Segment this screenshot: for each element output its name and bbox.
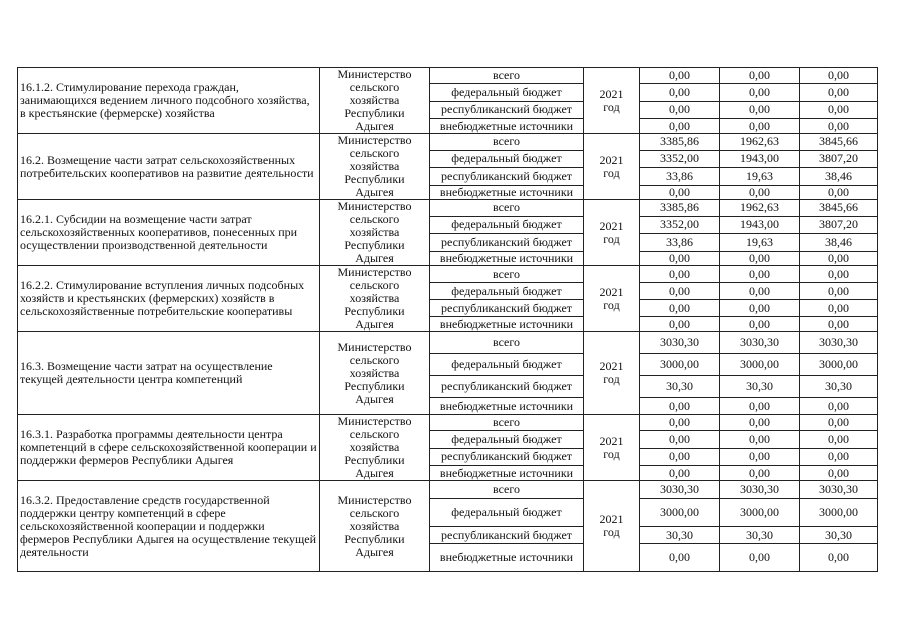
table-row: [18, 481, 878, 499]
amount-cell: 0,00: [800, 430, 878, 448]
amount-cell: 19,63: [720, 234, 800, 252]
funding-source-label: всего: [430, 134, 584, 151]
amount-cell: 3385,86: [640, 134, 720, 151]
amount-cell: 0,00: [720, 415, 800, 431]
funding-source-label: всего: [430, 68, 584, 84]
amount-cell: 0,00: [720, 185, 800, 199]
amount-cell: 0,00: [640, 185, 720, 199]
amount-cell: 0,00: [640, 119, 720, 134]
amount-cell: 0,00: [800, 398, 878, 415]
amount-cell: 0,00: [640, 101, 720, 119]
funding-source-label: республиканский бюджет: [430, 448, 584, 466]
amount-cell: 3000,00: [720, 499, 800, 527]
amount-cell: 0,00: [640, 415, 720, 431]
funding-source-label: внебюджетные источники: [430, 466, 584, 481]
funding-source-label: федеральный бюджет: [430, 430, 584, 448]
amount-cell: 0,00: [720, 317, 800, 332]
amount-cell: 1962,63: [720, 200, 800, 217]
amount-cell: 0,00: [800, 415, 878, 431]
measure-name: 16.2.2. Стимулирование вступления личных подсобных хозяйств и крестьянских (фермерских) хозяйств в сельскохозяйственные потребительские кооперативы: [18, 266, 320, 332]
amount-cell: 38,46: [800, 168, 878, 186]
amount-cell: 0,00: [720, 544, 800, 572]
table-row: [18, 68, 878, 84]
amount-cell: 3807,20: [800, 150, 878, 168]
amount-cell: 0,00: [800, 68, 878, 84]
amount-cell: 0,00: [800, 466, 878, 481]
amount-cell: 0,00: [800, 448, 878, 466]
amount-cell: 3845,66: [800, 200, 878, 217]
year-cell: 2021 год: [584, 266, 640, 332]
amount-cell: 3807,20: [800, 216, 878, 234]
amount-cell: 0,00: [640, 430, 720, 448]
funding-source-label: всего: [430, 481, 584, 499]
amount-cell: 0,00: [800, 544, 878, 572]
amount-cell: 0,00: [720, 430, 800, 448]
executor-name: Министерство сельского хозяйства Республики Адыгея: [320, 415, 430, 481]
amount-cell: 3845,66: [800, 134, 878, 151]
amount-cell: 0,00: [720, 266, 800, 283]
funding-source-label: внебюджетные источники: [430, 251, 584, 265]
amount-cell: 0,00: [720, 83, 800, 101]
year-cell: 2021 год: [584, 200, 640, 266]
amount-cell: 30,30: [800, 376, 878, 398]
amount-cell: 0,00: [640, 68, 720, 84]
amount-cell: 0,00: [800, 266, 878, 283]
measure-name: 16.1.2. Стимулирование перехода граждан, занимающихся ведением личного подсобного хозяйства, в крестьянские (фермерске) хозяйства: [18, 68, 320, 134]
amount-cell: 0,00: [640, 283, 720, 300]
amount-cell: 30,30: [800, 527, 878, 544]
funding-source-label: федеральный бюджет: [430, 150, 584, 168]
amount-cell: 3352,00: [640, 150, 720, 168]
amount-cell: 1943,00: [720, 216, 800, 234]
amount-cell: 0,00: [640, 466, 720, 481]
executor-name: Министерство сельского хозяйства Республики Адыгея: [320, 68, 430, 134]
funding-source-label: внебюджетные источники: [430, 185, 584, 199]
amount-cell: 3030,30: [640, 481, 720, 499]
year-cell: 2021 год: [584, 134, 640, 200]
funding-source-label: республиканский бюджет: [430, 376, 584, 398]
amount-cell: 0,00: [640, 83, 720, 101]
funding-source-label: федеральный бюджет: [430, 83, 584, 101]
amount-cell: 0,00: [800, 283, 878, 300]
table-row: [18, 415, 878, 431]
amount-cell: 1943,00: [720, 150, 800, 168]
funding-source-label: республиканский бюджет: [430, 101, 584, 119]
budget-table: [17, 67, 878, 572]
amount-cell: 0,00: [640, 544, 720, 572]
table-body: [18, 68, 878, 572]
amount-cell: 3000,00: [720, 354, 800, 376]
amount-cell: 0,00: [800, 185, 878, 199]
executor-name: Министерство сельского хозяйства Республики Адыгея: [320, 266, 430, 332]
funding-source-label: федеральный бюджет: [430, 499, 584, 527]
amount-cell: 0,00: [800, 251, 878, 265]
table-row: [18, 266, 878, 283]
funding-source-label: федеральный бюджет: [430, 283, 584, 300]
amount-cell: 3030,30: [720, 332, 800, 354]
amount-cell: 0,00: [800, 317, 878, 332]
funding-source-label: всего: [430, 200, 584, 217]
funding-source-label: всего: [430, 415, 584, 431]
amount-cell: 0,00: [720, 119, 800, 134]
amount-cell: 0,00: [640, 266, 720, 283]
amount-cell: 33,86: [640, 168, 720, 186]
year-cell: 2021 год: [584, 415, 640, 481]
measure-name: 16.2.1. Субсидии на возмещение части затрат сельскохозяйственных кооперативов, понесенных при осуществлении производственной деятельности: [18, 200, 320, 266]
amount-cell: 30,30: [720, 376, 800, 398]
amount-cell: 3352,00: [640, 216, 720, 234]
table-row: [18, 332, 878, 354]
amount-cell: 0,00: [640, 300, 720, 317]
amount-cell: 3030,30: [800, 481, 878, 499]
funding-source-label: федеральный бюджет: [430, 354, 584, 376]
funding-source-label: внебюджетные источники: [430, 544, 584, 572]
year-cell: 2021 год: [584, 332, 640, 415]
amount-cell: 0,00: [640, 317, 720, 332]
funding-source-label: всего: [430, 332, 584, 354]
amount-cell: 3030,30: [640, 332, 720, 354]
funding-source-label: республиканский бюджет: [430, 168, 584, 186]
amount-cell: 0,00: [720, 466, 800, 481]
amount-cell: 0,00: [800, 300, 878, 317]
funding-source-label: всего: [430, 266, 584, 283]
amount-cell: 3030,30: [800, 332, 878, 354]
amount-cell: 0,00: [720, 251, 800, 265]
amount-cell: 0,00: [640, 251, 720, 265]
amount-cell: 3000,00: [800, 354, 878, 376]
amount-cell: 3385,86: [640, 200, 720, 217]
amount-cell: 19,63: [720, 168, 800, 186]
executor-name: Министерство сельского хозяйства Республики Адыгея: [320, 134, 430, 200]
amount-cell: 3000,00: [800, 499, 878, 527]
funding-source-label: республиканский бюджет: [430, 234, 584, 252]
amount-cell: 3000,00: [640, 354, 720, 376]
measure-name: 16.3.2. Предоставление средств государственной поддержки центру компетенций в сфере сельскохозяйственной кооперации и поддержки фермеров Республики Адыгея на осуществление текущей деятельности: [18, 481, 320, 572]
funding-source-label: внебюджетные источники: [430, 317, 584, 332]
amount-cell: 30,30: [720, 527, 800, 544]
amount-cell: 33,86: [640, 234, 720, 252]
amount-cell: 0,00: [720, 448, 800, 466]
executor-name: Министерство сельского хозяйства Республики Адыгея: [320, 481, 430, 572]
amount-cell: 0,00: [720, 398, 800, 415]
amount-cell: 0,00: [800, 101, 878, 119]
year-cell: 2021 год: [584, 68, 640, 134]
measure-name: 16.2. Возмещение части затрат сельскохозяйственных потребительских кооперативов на развитие деятельности: [18, 134, 320, 200]
funding-source-label: внебюджетные источники: [430, 119, 584, 134]
amount-cell: 0,00: [640, 448, 720, 466]
executor-name: Министерство сельского хозяйства Республики Адыгея: [320, 332, 430, 415]
amount-cell: 0,00: [720, 300, 800, 317]
funding-source-label: республиканский бюджет: [430, 527, 584, 544]
amount-cell: 30,30: [640, 527, 720, 544]
funding-source-label: республиканский бюджет: [430, 300, 584, 317]
amount-cell: 3000,00: [640, 499, 720, 527]
amount-cell: 0,00: [720, 68, 800, 84]
amount-cell: 30,30: [640, 376, 720, 398]
amount-cell: 1962,63: [720, 134, 800, 151]
amount-cell: 0,00: [720, 283, 800, 300]
amount-cell: 3030,30: [720, 481, 800, 499]
funding-source-label: федеральный бюджет: [430, 216, 584, 234]
amount-cell: 38,46: [800, 234, 878, 252]
measure-name: 16.3.1. Разработка программы деятельности центра компетенций в сфере сельскохозяйственной кооперации и поддержки фермеров Республики Адыгея: [18, 415, 320, 481]
amount-cell: 0,00: [720, 101, 800, 119]
funding-source-label: внебюджетные источники: [430, 398, 584, 415]
amount-cell: 0,00: [800, 83, 878, 101]
table-row: [18, 134, 878, 151]
table-row: [18, 200, 878, 217]
amount-cell: 0,00: [800, 119, 878, 134]
measure-name: 16.3. Возмещение части затрат на осуществление текущей деятельности центра компетенций: [18, 332, 320, 415]
executor-name: Министерство сельского хозяйства Республики Адыгея: [320, 200, 430, 266]
amount-cell: 0,00: [640, 398, 720, 415]
year-cell: 2021 год: [584, 481, 640, 572]
